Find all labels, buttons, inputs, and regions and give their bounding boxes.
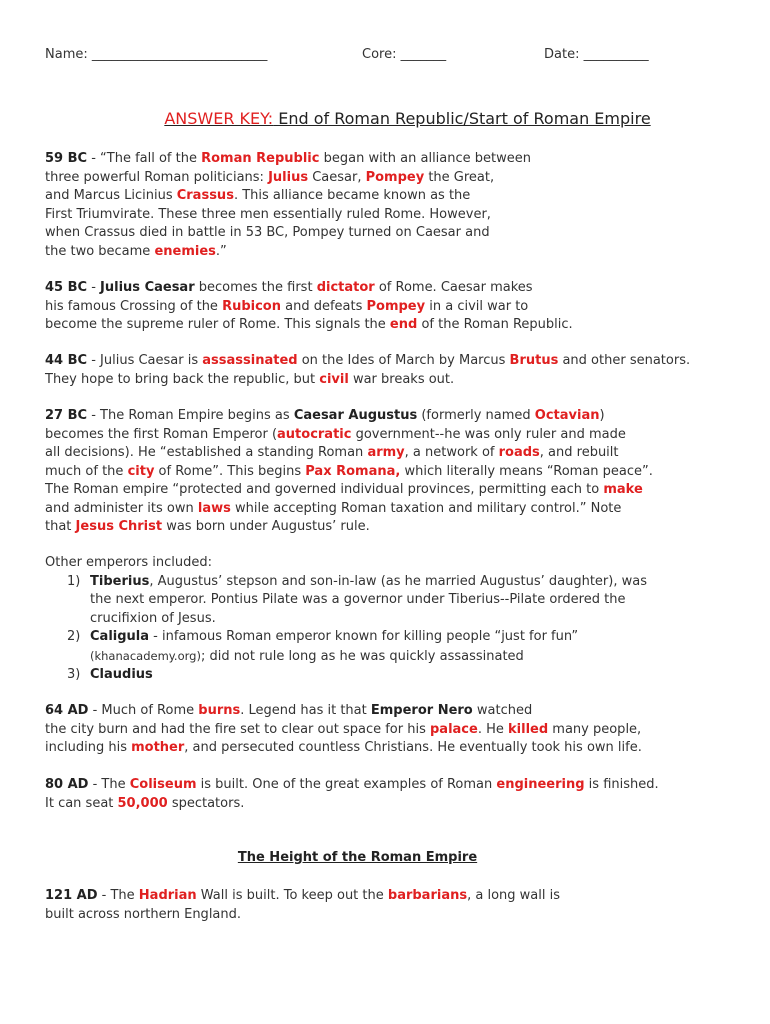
- text: . This alliance became known as the: [233, 188, 471, 203]
- section-80ad: [45, 776, 745, 813]
- text: many people,: [548, 721, 642, 737]
- text: - Julius Caesar is: [87, 353, 203, 368]
- text: including his: [45, 740, 132, 755]
- text: was born under Augustus’ rule.: [162, 519, 370, 534]
- emperor-name: Tiberius: [90, 573, 150, 589]
- text: his famous Crossing of the: [45, 298, 223, 314]
- text: Wall is built. To keep out the: [196, 888, 388, 903]
- list-item: [45, 573, 745, 592]
- emperor-name: Claudius: [90, 667, 153, 682]
- answer: autocratic: [277, 426, 352, 442]
- text: is built. One of the great examples of Roman: [196, 777, 497, 792]
- answer: engineering: [496, 777, 585, 792]
- bold-name: Julius Caesar: [100, 280, 195, 295]
- text: when Crassus died in battle in 53 BC, Pompey turned on Caesar and: [45, 225, 490, 240]
- text: ): [599, 408, 605, 423]
- list-number: 3): [67, 667, 81, 682]
- answer: Rubicon: [222, 298, 281, 314]
- name-field[interactable]: Name: ___________________________: [45, 47, 268, 62]
- text: much of the: [45, 463, 128, 479]
- section-59bc: [45, 150, 745, 261]
- text: three powerful Roman politicians:: [45, 169, 269, 185]
- date-label: 27 BC: [45, 408, 88, 423]
- text: . He: [477, 721, 509, 737]
- text: and other senators.: [558, 353, 691, 368]
- title-text: End of Roman Republic/Start of Roman Empire: [273, 109, 651, 128]
- answer: burns: [198, 703, 241, 718]
- answer: laws: [197, 500, 231, 516]
- section-heading: The Height of the Roman Empire: [237, 850, 478, 865]
- date-label: 44 BC: [45, 353, 88, 368]
- text: becomes the first: [194, 280, 317, 295]
- text: built across northern England.: [45, 906, 242, 922]
- section-121ad: [45, 887, 745, 924]
- text: began with an alliance between: [319, 151, 531, 166]
- answer: civil: [319, 371, 349, 387]
- text: is finished.: [584, 777, 659, 792]
- answer: Brutus: [509, 353, 559, 368]
- text: the two became: [45, 243, 155, 259]
- text: .”: [215, 243, 227, 259]
- section-45bc: [45, 279, 745, 335]
- text: They hope to bring back the republic, but: [45, 371, 320, 387]
- text: while accepting Roman taxation and military control.” Note: [230, 500, 622, 516]
- answer: dictator: [316, 280, 375, 295]
- text: all decisions). He “established a standing Roman: [45, 445, 368, 460]
- text: on the Ides of March by Marcus: [297, 353, 510, 368]
- emperors-intro: Other emperors included:: [45, 555, 212, 570]
- text: and Marcus Licinius: [45, 188, 177, 203]
- answer: city: [127, 463, 155, 479]
- answer-key-label: ANSWER KEY:: [164, 109, 274, 128]
- text: the Great,: [424, 169, 495, 185]
- emperor-name: Caligula: [90, 629, 150, 644]
- answer: end: [389, 317, 418, 332]
- text: . Legend has it that: [240, 703, 371, 718]
- text: the next emperor. Pontius Pilate was a governor under Tiberius--Pilate ordered the: [90, 592, 626, 607]
- text: - The: [88, 777, 130, 792]
- text: First Triumvirate. These three men essentially ruled Rome. However,: [45, 206, 491, 222]
- answer: Jesus Christ: [75, 519, 163, 534]
- answer: Roman Republic: [201, 151, 320, 166]
- text: of Rome. Caesar makes: [374, 280, 533, 295]
- header-row: [45, 47, 735, 65]
- section-27bc: [45, 407, 745, 537]
- page-title: [0, 109, 770, 128]
- date-label: 59 BC: [45, 151, 88, 166]
- answer: barbarians: [387, 888, 468, 903]
- text: crucifixion of Jesus.: [90, 610, 216, 626]
- text: of Rome”. This begins: [154, 463, 306, 479]
- text: - infamous Roman emperor known for killing people “just for fun”: [149, 629, 579, 644]
- text: war breaks out.: [348, 371, 455, 387]
- answer: Julius: [268, 169, 309, 185]
- text: government--he was only ruler and made: [351, 426, 626, 442]
- section-44bc: [45, 352, 745, 389]
- answer: mother: [131, 740, 185, 755]
- answer: 50,000: [117, 795, 168, 811]
- text: which literally means “Roman peace”.: [400, 463, 653, 479]
- text: the city burn and had the fire set to clear out space for his: [45, 721, 430, 737]
- source-citation: (khanacademy.org): [90, 648, 201, 663]
- text: - “The fall of the: [87, 151, 202, 166]
- date-label: 121 AD: [45, 888, 98, 903]
- text: that: [45, 519, 76, 534]
- answer: Pax Romana,: [305, 463, 401, 479]
- text: becomes the first Roman Emperor (: [45, 426, 278, 442]
- text: of the Roman Republic.: [417, 317, 573, 332]
- text: ; did not rule long as he was quickly assassinated: [200, 648, 524, 664]
- section-other-emperors: [45, 554, 745, 685]
- answer: army: [367, 445, 405, 460]
- answer: make: [603, 482, 643, 497]
- text: -: [87, 280, 101, 295]
- list-item: [45, 628, 745, 647]
- answer: roads: [498, 445, 540, 460]
- answer: Octavian: [534, 408, 600, 423]
- date-label: 45 BC: [45, 280, 88, 295]
- text: - The: [97, 888, 139, 903]
- answer: assassinated: [202, 353, 298, 368]
- core-field[interactable]: Core: _______: [362, 47, 447, 62]
- text: Caesar,: [308, 169, 366, 185]
- text: (formerly named: [417, 408, 535, 423]
- answer: palace: [430, 721, 478, 737]
- text: , and rebuilt: [539, 445, 619, 460]
- list-number: 1): [67, 573, 81, 589]
- answer: killed: [508, 721, 549, 737]
- text: , and persecuted countless Christians. He eventually took his own life.: [184, 740, 642, 755]
- text: , a network of: [404, 445, 499, 460]
- text: become the supreme ruler of Rome. This signals the: [45, 317, 390, 332]
- answer: Pompey: [366, 298, 426, 314]
- date-field[interactable]: Date: __________: [544, 47, 649, 62]
- list-item: [45, 666, 745, 685]
- bold-name: Caesar Augustus: [293, 408, 418, 423]
- text: , Augustus’ stepson and son-in-law (as he married Augustus’ daughter), was: [149, 573, 647, 589]
- text: spectators.: [167, 795, 245, 811]
- text: The Roman empire “protected and governed individual provinces, permitting each to: [45, 482, 604, 497]
- list-number: 2): [67, 629, 81, 644]
- text: and administer its own: [45, 500, 198, 516]
- text: and defeats: [280, 298, 367, 314]
- text: - Much of Rome: [88, 703, 199, 718]
- text: in a civil war to: [425, 298, 529, 314]
- text: , a long wall is: [467, 888, 560, 903]
- answer: enemies: [154, 243, 216, 259]
- date-label: 80 AD: [45, 777, 89, 792]
- section-64ad: [45, 702, 745, 758]
- date-label: 64 AD: [45, 703, 89, 718]
- answer: Hadrian: [138, 888, 197, 903]
- text: - The Roman Empire begins as: [87, 408, 294, 423]
- text: watched: [472, 703, 533, 718]
- text: It can seat: [45, 795, 118, 811]
- answer: Crassus: [176, 188, 234, 203]
- answer: Pompey: [365, 169, 425, 185]
- bold-name: Emperor Nero: [370, 703, 473, 718]
- answer: Coliseum: [129, 777, 197, 792]
